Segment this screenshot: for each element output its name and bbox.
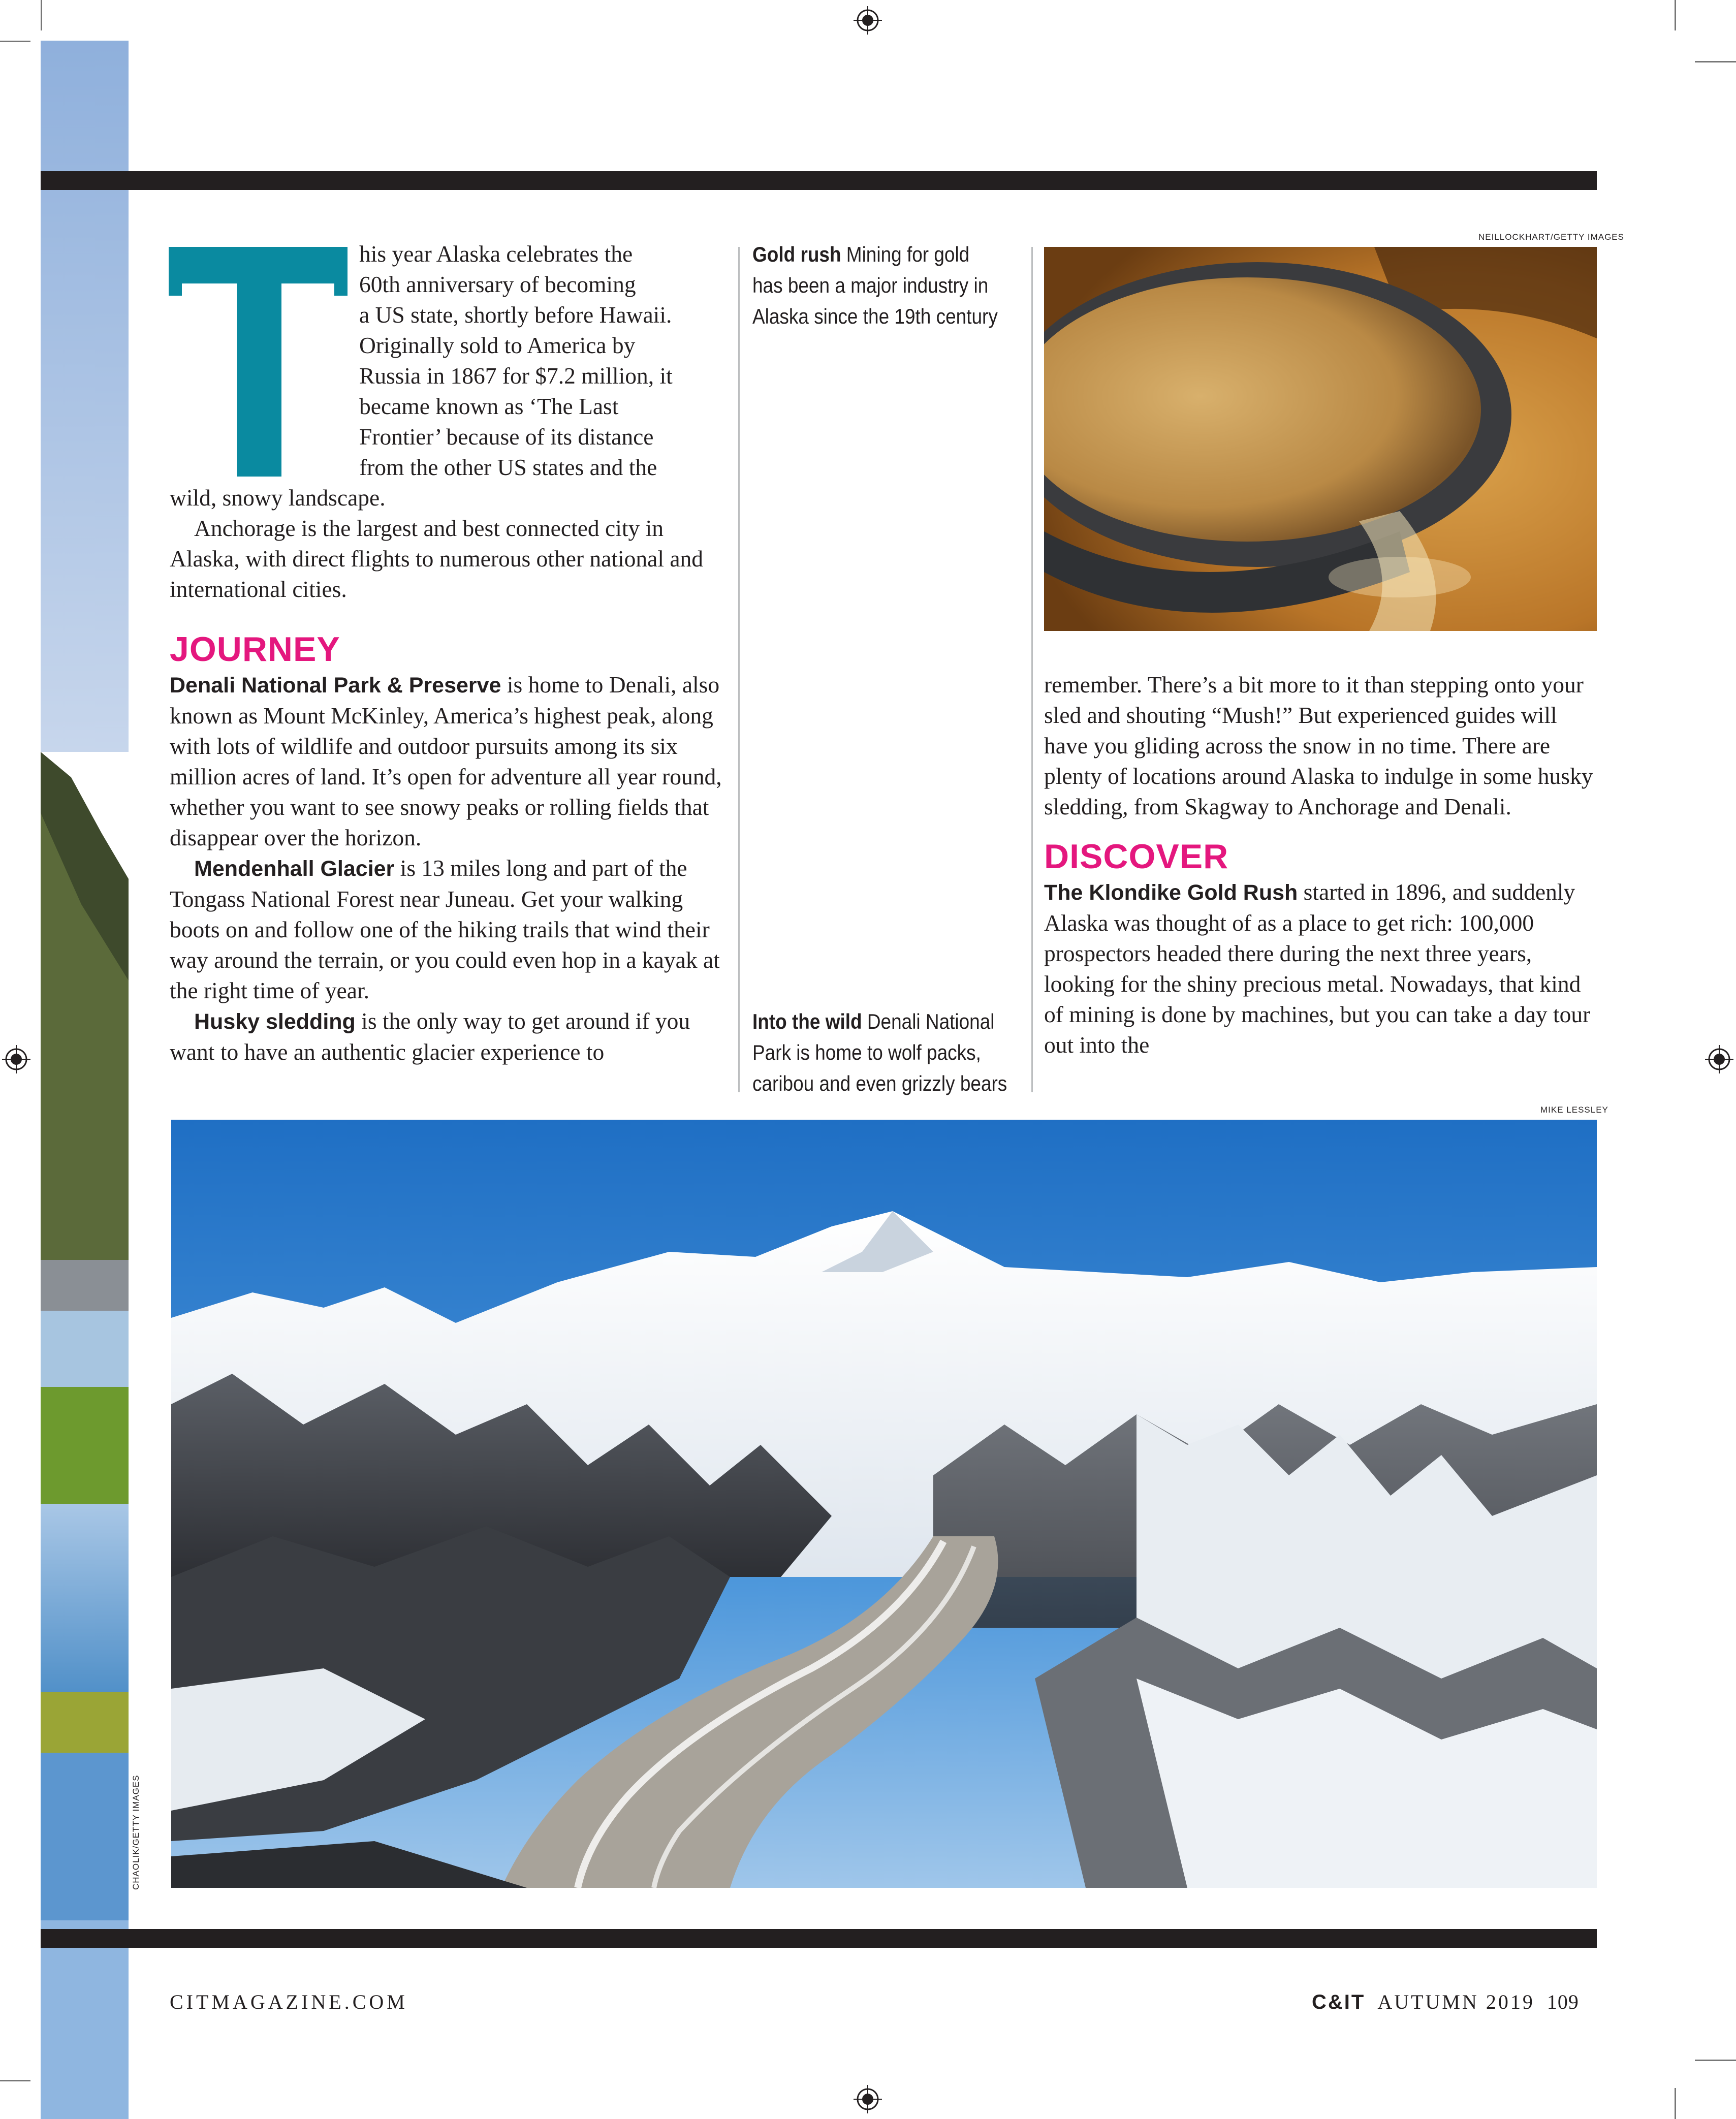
husky-paragraph — [170, 1006, 723, 1067]
intro-line: 60th anniversary of becoming — [359, 271, 636, 297]
husky-lead: Husky sledding — [194, 1009, 356, 1034]
drop-cap-t — [169, 247, 348, 477]
bottom-rule-bar — [41, 1929, 1597, 1948]
caption-line: Denali National — [862, 1009, 995, 1033]
intro-line: became known as ‘The Last — [359, 393, 619, 419]
klondike-lead: The Klondike Gold Rush — [1044, 880, 1298, 905]
klondike-text: started in 1896, and suddenly Alaska was thought of as a place to get rich: 100,000 prospectors headed there during the next three years, looking for the shiny precious metal. Nowadays, that kind of mining is done by machines, but you can take a day tour out into the — [1044, 879, 1591, 1058]
intro-line: Russia in 1867 for $7.2 million, it — [359, 363, 673, 389]
intro-line: from the other US states and the — [359, 454, 657, 480]
denali-mountain-photo — [171, 1120, 1597, 1888]
denali-lead: Denali National Park & Preserve — [170, 673, 501, 698]
klondike-paragraph — [1044, 877, 1598, 1060]
footer-brand: C&IT — [1312, 1991, 1366, 2013]
denali-text: is home to Denali, also known as Mount McKinley, America’s highest peak, along with lots of wildlife and outdoor pursuits among its six million acres of land. It’s open for adventure all year round, whether you want to see snowy peaks or rolling fields that disappear over the horizon. — [170, 672, 722, 850]
gold-caption-lead: Gold rush — [752, 242, 841, 266]
wild-caption-lead: Into the wild — [752, 1009, 862, 1033]
journey-heading: JOURNEY — [170, 630, 340, 669]
gold-rush-caption — [752, 239, 998, 332]
footer-page-number: 109 — [1546, 1990, 1579, 2013]
top-rule-bar — [41, 171, 1597, 190]
caption-line: has been a major industry in — [752, 273, 989, 297]
mendenhall-lead: Mendenhall Glacier — [194, 857, 395, 881]
registration-mark — [854, 2085, 882, 2113]
left-column — [170, 483, 723, 1067]
landscape-photo-strip — [41, 41, 129, 2119]
intro-lines — [359, 239, 735, 483]
mendenhall-text: is 13 miles long and part of the Tongass National Forest near Juneau. Get your walking boots on and follow one of the hiking trails that wind their way around the terrain, or you could even hop in a kayak at the right time of year. — [170, 855, 720, 1003]
column-rule — [1031, 247, 1033, 1092]
footer-site: CITMAGAZINE.COM — [170, 1990, 408, 2013]
gold-pan-photo — [1044, 247, 1597, 631]
mendenhall-paragraph — [170, 853, 723, 1006]
intro-line: Frontier’ because of its distance — [359, 424, 654, 450]
registration-mark — [1705, 1045, 1733, 1073]
right-column — [1044, 670, 1598, 1060]
photo-credit-gold: NEILLOCKHART/GETTY IMAGES — [1478, 232, 1624, 242]
caption-line: Park is home to wolf packs, — [752, 1040, 981, 1064]
crop-mark — [1675, 2088, 1676, 2119]
caption-line: caribou and even grizzly bears — [752, 1071, 1007, 1095]
husky-continuation: remember. There’s a bit more to it than stepping onto your sled and shouting “Mush!” But experienced guides will have you gliding across the snow in no time. There are plenty of locations around Alaska to indulge in some husky sledding, from Skagway to Anchorage and Denali. — [1044, 672, 1593, 819]
photo-credit-mountain: MIKE LESSLEY — [1540, 1105, 1608, 1115]
crop-mark — [1695, 61, 1736, 62]
crop-mark — [1695, 2060, 1736, 2061]
intro-line: Originally sold to America by — [359, 332, 636, 358]
intro-line: his year Alaska celebrates the — [359, 241, 633, 267]
registration-mark — [2, 1045, 30, 1073]
caption-line: Mining for gold — [841, 242, 970, 266]
footer-issue: AUTUMN 2019 — [1377, 1990, 1535, 2013]
discover-heading: DISCOVER — [1044, 837, 1229, 876]
crop-mark — [1675, 0, 1676, 30]
into-the-wild-caption — [752, 1006, 1007, 1099]
crop-mark — [0, 2080, 30, 2081]
photo-credit-strip: CHAOLIK/GETTY IMAGES — [131, 1775, 141, 1890]
caption-line: Alaska since the 19th century — [752, 304, 998, 328]
registration-mark — [854, 6, 882, 35]
husky-text: is the only way to get around if you want to have an authentic glacier experience to — [170, 1008, 690, 1065]
denali-paragraph — [170, 670, 723, 853]
intro-tail: wild, snowy landscape. — [170, 485, 386, 511]
intro-paragraph: Anchorage is the largest and best connected city in Alaska, with direct flights to numerous other national and international cities. — [170, 515, 704, 602]
crop-mark — [41, 0, 42, 30]
column-rule — [738, 247, 740, 1092]
footer-issue-info — [1312, 1990, 1579, 2014]
intro-line: a US state, shortly before Hawaii. — [359, 302, 672, 328]
crop-mark — [0, 41, 30, 42]
